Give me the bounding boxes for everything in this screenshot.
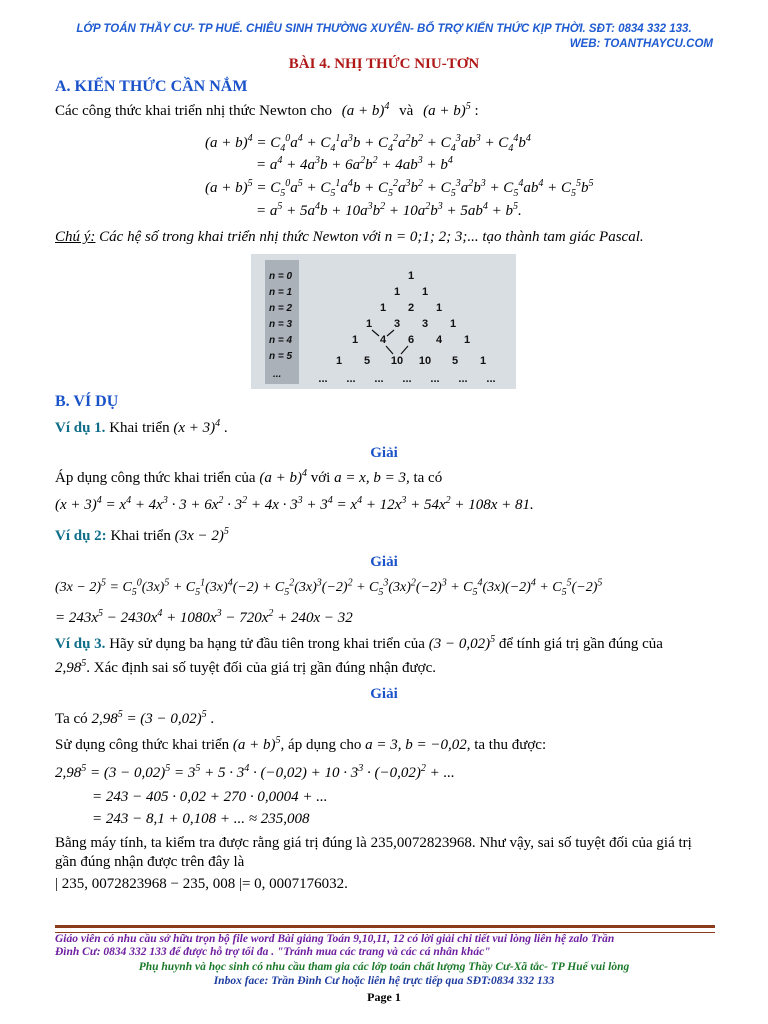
formula-line-1: $(a + b)^4 = C_4^0a^4 + C_4^1a^3b + C_4^2a^2b^2 + C_4^3ab^3 + C_4^4b^4$: [205, 133, 531, 154]
example-3-line-2: 2,98$^5$. Xác định sai số tuyệt đối của giá trị gần đúng nhận được.: [55, 658, 436, 676]
pascal-value: 1: [379, 302, 387, 314]
pascal-value: 1: [479, 355, 487, 367]
page-title: BÀI 4. NHỊ THỨC NIU-TƠN: [288, 56, 480, 72]
row-label-n3: n = 3: [269, 319, 293, 330]
page-number: Page 1: [367, 990, 401, 1004]
row-label-n1: n = 1: [269, 287, 293, 298]
footer-line-1: Giáo viên có nhu cầu sở hữu trọn bộ file word Bài giảng Toán 9,10,11, 12 có lời giải chi tiết vui lòng liên hệ zalo Trần: [55, 933, 615, 945]
example-1-expansion: $(x + 3)^4 = x^4 + 4x^3 \cdot 3 + 6x^2 \cdot 3^2 + 4x \cdot 3^3 + 3^4 = x^4 + 12x^3 + 54x^2 + 108x + 81$.: [55, 495, 534, 513]
pascal-value: 5: [363, 355, 371, 367]
example-3-solution-1: Ta có $2,98^5 = (3 - 0,02)^5$ .: [55, 709, 215, 727]
footer-rule: [55, 925, 715, 933]
solution-label-1: Giải: [370, 445, 398, 461]
footer-line-2: Đình Cư: 0834 332 133 để được hỗ trợ tối đa . "Tránh mua các trang và các cá nhân khác": [55, 946, 491, 958]
pascal-value: 10: [418, 355, 432, 367]
row-label-n4: n = 4: [269, 335, 293, 346]
pascal-dots: ...: [346, 373, 356, 385]
pascal-value: 6: [407, 334, 415, 346]
section-a-heading: A. KIẾN THỨC CẦN NẮM: [55, 78, 248, 95]
section-a-intro: Các công thức khai triển nhị thức Newton cho $(a + b)^4$ và $(a + b)^5$ :: [55, 101, 479, 119]
header-line-2: WEB: TOANTHAYCU.COM: [569, 38, 713, 50]
example-3-solution-2: Sử dụng công thức khai triển $(a + b)^5$, áp dụng cho a = 3, b = −0,02, ta thu được:: [55, 735, 547, 753]
pascal-arrows: [372, 330, 408, 354]
pascal-value: 4: [379, 334, 387, 346]
pascal-value: 1: [407, 270, 415, 282]
example-3-line-1: Ví dụ 3. Hãy sử dụng ba hạng tử đầu tiên trong khai triển của $(3 - 0,02)^5$ để tính giá trị gần đúng của: [55, 634, 663, 652]
pascal-value: 1: [449, 318, 457, 330]
pascal-value: 1: [393, 286, 401, 298]
section-b-heading: B. VÍ DỤ: [55, 393, 119, 410]
row-label-n0: n = 0: [269, 271, 293, 282]
example-2-expansion-line-2: = $243x^5 - 2430x^4 + 1080x^3 - 720x^2 + 240x - 32$: [55, 608, 353, 626]
pascal-value: 1: [335, 355, 343, 367]
row-label-n2: n = 2: [269, 303, 293, 314]
pascal-dots: ...: [458, 373, 468, 385]
row-label-dots: ...: [273, 369, 282, 380]
pascal-value: 5: [451, 355, 459, 367]
example-1: Ví dụ 1. Khai triển $(x + 3)^4$ .: [55, 418, 228, 436]
pascal-triangle-figure: [251, 254, 516, 389]
solution-label-3: Giải: [370, 686, 398, 702]
example-3-solution-3: Bằng máy tính, ta kiểm tra được rằng giá trị đúng là 235,0072823968. Như vậy, sai số tuyệt đối của giá trị: [55, 835, 692, 851]
pascal-dots: ...: [318, 373, 328, 385]
pascal-value: 4: [435, 334, 443, 346]
pascal-dots: ...: [374, 373, 384, 385]
pascal-dots: ...: [402, 373, 412, 385]
note-line: Chú ý: Các hệ số trong khai triển nhị thức Newton với n = 0;1; 2; 3;... tạo thành tam giác Pascal.: [55, 229, 644, 245]
footer-line-4: Inbox face: Trần Đình Cư hoặc liên hệ trực tiếp qua SĐT:0834 332 133: [213, 975, 555, 987]
row-label-n5: n = 5: [269, 351, 293, 362]
pascal-svg: [251, 254, 516, 389]
pascal-dots: ...: [430, 373, 440, 385]
pascal-value: 1: [435, 302, 443, 314]
pascal-value: 1: [421, 286, 429, 298]
example-3-solution-4: gần đúng nhận được trên đây là: [55, 854, 245, 870]
solution-label-2: Giải: [370, 554, 398, 570]
pascal-value: 1: [365, 318, 373, 330]
header-line-1: LỚP TOÁN THẦY CƯ- TP HUẾ. CHIÊU SINH THƯỜNG XUYÊN- BỔ TRỢ KIẾN THỨC KỊP THỜI. SĐT: 0834 332 133.: [76, 23, 692, 35]
example-2: Ví dụ 2: Khai triển $(3x - 2)^5$: [55, 526, 229, 544]
example-3-absolute-error: | 235, 0072823968 − 235, 008 |= 0, 0007176032.: [55, 876, 348, 892]
example-3-calc-3: = 243 − 8,1 + 0,108 + ... ≈ 235,008: [92, 811, 310, 827]
pascal-value: 10: [390, 355, 404, 367]
pascal-value: 3: [393, 318, 401, 330]
example-3-calc-2: = 243 − 405 · 0,02 + 270 · 0,0004 + ...: [92, 789, 328, 805]
pascal-value: 3: [421, 318, 429, 330]
footer-line-3: Phụ huynh và học sinh có nhu cầu tham gia các lớp toán chất lượng Thầy Cư-Xã tắc- TP Huế vui lòng: [138, 961, 630, 973]
pascal-value: 1: [351, 334, 359, 346]
pascal-value: 2: [407, 302, 415, 314]
pascal-value: 1: [463, 334, 471, 346]
formula-line-2: = $a^4 + 4a^3b + 6a^2b^2 + 4ab^3 + b^4$: [256, 155, 453, 173]
example-3-calc-1: $2,98^5 = (3 - 0,02)^5 = 3^5 + 5 \cdot 3^4 \cdot (-0,02) + 10 \cdot 3^3 \cdot (-0,02)^2$ + ...: [55, 763, 455, 781]
example-2-expansion-line-1: $(3x - 2)^5 = C_5^0(3x)^5 + C_5^1(3x)^4(-2) + C_5^2(3x)^3(-2)^2 + C_5^3(3x)^2(-2)^3 + C_5^4(3x)(-2)^4 + C_5^5(-2)^5$: [55, 577, 603, 598]
example-1-solution-text: Áp dụng công thức khai triển của $(a + b)^4$ với a = x, b = 3, ta có: [55, 468, 443, 486]
formula-line-4: = $a^5 + 5a^4b + 10a^3b^2 + 10a^2b^3 + 5ab^4 + b^5$.: [256, 201, 522, 219]
formula-line-3: $(a + b)^5 = C_5^0a^5 + C_5^1a^4b + C_5^2a^3b^2 + C_5^3a^2b^3 + C_5^4ab^4 + C_5^5b^5$: [205, 178, 594, 199]
pascal-dots: ...: [486, 373, 496, 385]
